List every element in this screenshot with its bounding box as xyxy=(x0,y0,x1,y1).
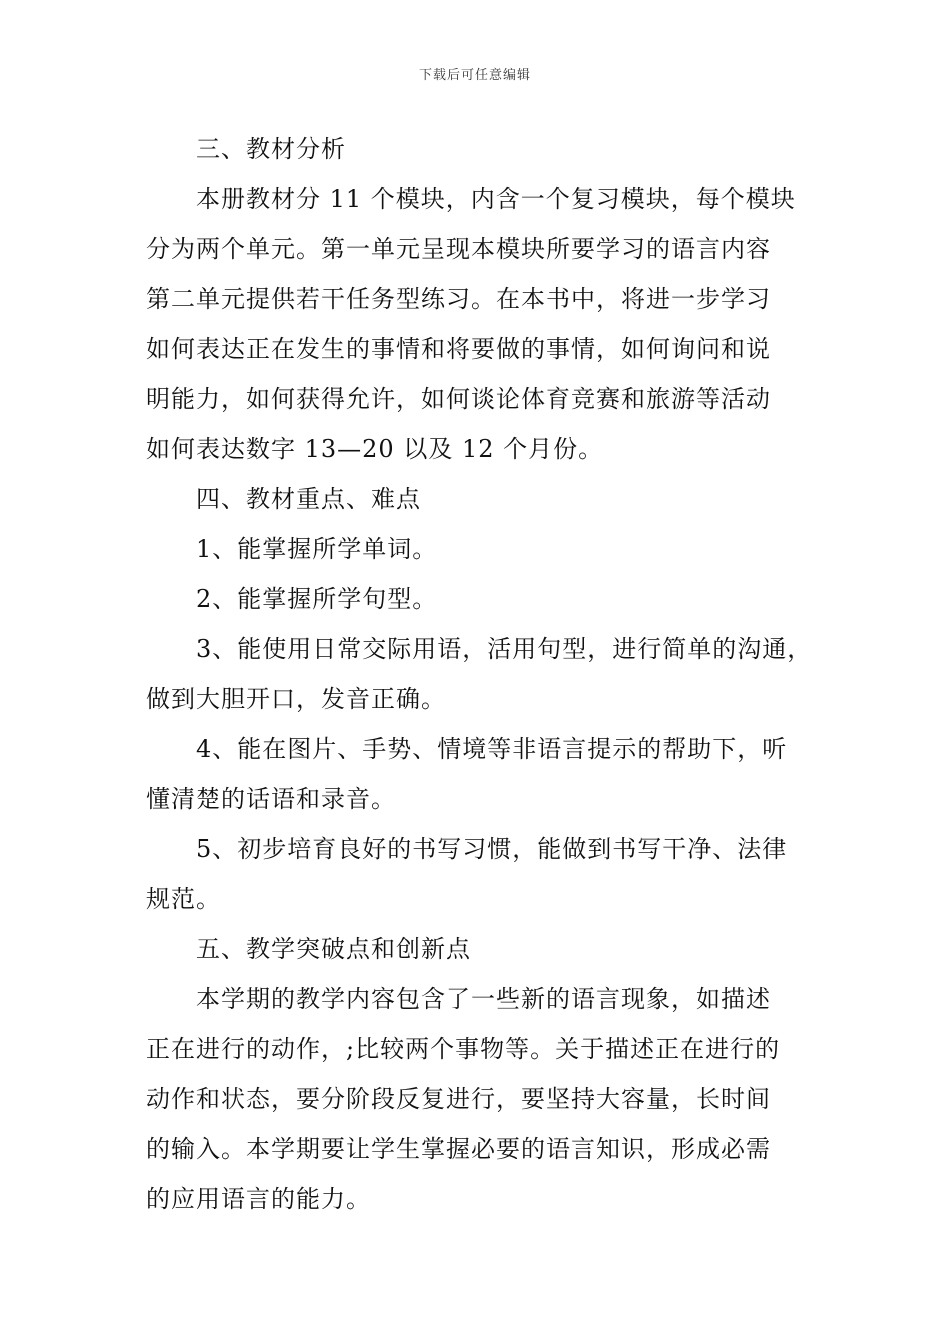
paragraph-line: 正在进行的动作，;比较两个事物等。关于描述正在进行的 xyxy=(146,1035,781,1063)
list-item-2: 2、能掌握所学句型。 xyxy=(196,585,438,613)
paragraph-line: 如何表达正在发生的事情和将要做的事情，如何询问和说 xyxy=(146,335,771,363)
list-item-3: 3、能使用日常交际用语，活用句型，进行简单的沟通， xyxy=(196,635,813,663)
document-body xyxy=(146,124,826,1224)
section-heading-4: 四、教材重点、难点 xyxy=(196,485,421,513)
list-item-4-continued: 懂清楚的话语和录音。 xyxy=(146,785,396,813)
list-item-4: 4、能在图片、手势、情境等非语言提示的帮助下，听 xyxy=(196,735,788,763)
page-header-note: 下载后可任意编辑 xyxy=(418,68,531,83)
paragraph-line: 动作和状态，要分阶段反复进行，要坚持大容量，长时间 xyxy=(146,1085,771,1113)
list-item-5: 5、初步培育良好的书写习惯，能做到书写干净、法律 xyxy=(196,835,788,863)
list-item-1: 1、能掌握所学单词。 xyxy=(196,535,438,563)
section-heading-5: 五、教学突破点和创新点 xyxy=(196,935,471,963)
paragraph-line: 明能力，如何获得允许，如何谈论体育竞赛和旅游等活动 xyxy=(146,385,771,413)
paragraph-line: 第二单元提供若干任务型练习。在本书中，将进一步学习 xyxy=(146,285,771,313)
paragraph-line: 如何表达数字 13—20 以及 12 个月份。 xyxy=(146,435,604,463)
paragraph-line: 本册教材分 11 个模块，内含一个复习模块，每个模块 xyxy=(196,185,796,213)
list-item-3-continued: 做到大胆开口，发音正确。 xyxy=(146,685,446,713)
list-item-5-continued: 规范。 xyxy=(146,885,221,913)
section-heading-3: 三、教材分析 xyxy=(196,135,346,163)
paragraph-line: 本学期的教学内容包含了一些新的语言现象，如描述 xyxy=(196,985,771,1013)
paragraph-line: 分为两个单元。第一单元呈现本模块所要学习的语言内容 xyxy=(146,235,771,263)
paragraph-line: 的应用语言的能力。 xyxy=(146,1185,371,1213)
paragraph-line: 的输入。本学期要让学生掌握必要的语言知识，形成必需 xyxy=(146,1135,771,1163)
